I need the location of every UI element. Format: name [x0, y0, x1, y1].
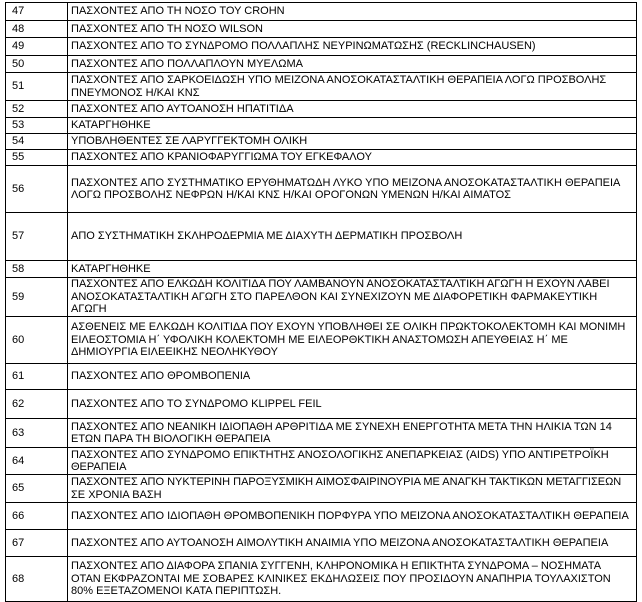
table-row [6, 317, 637, 364]
row-description: ΠΑΣΧΟΝΤΕΣ ΑΠΟ ΣΥΝΔΡΟΜΟ ΕΠΙΚΤΗΤΗΣ ΑΝΟΣΟΛΟΓΙΚΗΣ ΑΝΕΠΑΡΚΕΙΑΣ (AIDS) ΥΠΟ ΑΝΤΙΡΕΤΡΟΪΚΗ ΘΕΡΑΠΕΙΑ [68, 448, 637, 475]
table-row [6, 419, 637, 448]
table-row [6, 557, 637, 602]
table-row [6, 38, 637, 56]
row-description: ΠΑΣΧΟΝΤΕΣ ΑΠΟ ΣΑΡΚΟΕΙΔΩΣΗ ΥΠΟ ΜΕΙΖΟΝΑ ΑΝΟΣΟΚΑΤΑΣΤΑΛΤΙΚΗ ΘΕΡΑΠΕΙΑ ΛΟΓΩ ΠΡΟΣΒΟΛΗΣ ΠΝΕΥΜΟΝΟΣ Η/ΚΑΙ ΚΝΣ [68, 73, 637, 101]
table-row [6, 118, 637, 134]
row-number: 64 [6, 448, 68, 475]
disease-list-table [5, 2, 637, 602]
row-number: 65 [6, 475, 68, 503]
row-number: 50 [6, 56, 68, 73]
table-row [6, 530, 637, 557]
row-number: 53 [6, 118, 68, 134]
row-number: 52 [6, 101, 68, 118]
row-description: ΚΑΤΑΡΓΗΘΗΚΕ [68, 118, 637, 134]
table-row [6, 150, 637, 166]
row-description: ΑΠΟ ΣΥΣΤΗΜΑΤΙΚΗ ΣΚΛΗΡΟΔΕΡΜΙΑ ΜΕ ΔΙΑΧΥΤΗ ΔΕΡΜΑΤΙΚΗ ΠΡΟΣΒΟΛΗ [68, 213, 637, 261]
row-description: ΠΑΣΧΟΝΤΕΣ ΑΠΟ ΤΗ ΝΟΣΟ ΤΟΥ CROHN [68, 3, 637, 21]
table-row [6, 448, 637, 475]
row-description: ΠΑΣΧΟΝΤΕΣ ΑΠΟ ΔΙΑΦΟΡΑ ΣΠΑΝΙΑ ΣΥΓΓΕΝΗ, ΚΛΗΡΟΝΟΜΙΚΑ Η ΕΠΙΚΤΗΤΑ ΣΥΝΔΡΟΜΑ – ΝΟΣΗΜΑΤΑ ΟΤΑΝ ΕΚΦΡΑΖΟΝΤΑΙ ΜΕ ΣΟΒΑΡΕΣ ΚΛΙΝΙΚΕΣ ΕΚΔΗΛΩΣΕΙΣ ΠΟΥ ΠΡΟΣΙΔΟΥΝ ΑΝΑΠΗΡΙΑ ΤΟΥΛΑΧΙΣΤΟΝ 80% ΕΞΕΤΑΖΟΜΕΝΟΙ ΚΑΤΑ ΠΕΡΙΠΤΩΣΗ. [68, 557, 637, 602]
row-description: ΥΠΟΒΛΗΘΕΝΤΕΣ ΣΕ ΛΑΡΥΓΓΕΚΤΟΜΗ ΟΛΙΚΗ [68, 134, 637, 150]
table-row [6, 213, 637, 261]
row-number: 68 [6, 557, 68, 602]
row-number: 66 [6, 503, 68, 530]
row-number: 57 [6, 213, 68, 261]
row-number: 67 [6, 530, 68, 557]
row-description: ΠΑΣΧΟΝΤΕΣ ΑΠΟ ΕΛΚΩΔΗ ΚΟΛΙΤΙΔΑ ΠΟΥ ΛΑΜΒΑΝΟΥΝ ΑΝΟΣΟΚΑΤΑΣΤΑΛΤΙΚΗ ΑΓΩΓΗ Η ΕΧΟΥΝ ΛΑΒΕΙ ΑΝΟΣΟΚΑΤΑΣΤΑΛΤΙΚΗ ΑΓΩΓΗ ΣΤΟ ΠΑΡΕΛΘΟΝ ΚΑΙ ΣΥΝΕΧΙΖΟΥΝ ΜΕ ΔΙΑΦΟΡΕΤΙΚΗ ΦΑΡΜΑΚΕΥΤΙΚΗ ΑΓΩΓΗ [68, 278, 637, 317]
row-description: ΠΑΣΧΟΝΤΕΣ ΑΠΟ ΝΕΑΝΙΚΗ ΙΔΙΟΠΑΘΗ ΑΡΘΡΙΤΙΔΑ ΜΕ ΣΥΝΕΧΗ ΕΝΕΡΓΟΤΗΤΑ ΜΕΤΑ ΤΗΝ ΗΛΙΚΙΑ ΤΩΝ 14 ΕΤΩΝ ΠΑΡΑ ΤΗ ΒΙΟΛΟΓΙΚΗ ΘΕΡΑΠΕΙΑ [68, 419, 637, 448]
row-number: 55 [6, 150, 68, 166]
row-number: 48 [6, 21, 68, 38]
row-number: 60 [6, 317, 68, 364]
row-number: 59 [6, 278, 68, 317]
row-description: ΠΑΣΧΟΝΤΕΣ ΑΠΟ ΚΡΑΝΙΟΦΑΡΥΓΓΙΩΜΑ ΤΟΥ ΕΓΚΕΦΑΛΟΥ [68, 150, 637, 166]
row-description: ΠΑΣΧΟΝΤΕΣ ΑΠΟ ΣΥΣΤΗΜΑΤΙΚΟ ΕΡΥΘΗΜΑΤΩΔΗ ΛΥΚΟ ΥΠΟ ΜΕΙΖΟΝΑ ΑΝΟΣΟΚΑΤΑΣΤΑΛΤΙΚΗ ΘΕΡΑΠΕΙΑ ΛΟΓΩ ΠΡΟΣΒΟΛΗΣ ΝΕΦΡΩΝ Η/ΚΑΙ ΚΝΣ Η/ΚΑΙ ΟΡΟΓΟΝΩΝ ΥΜΕΝΩΝ Η/ΚΑΙ ΑΙΜΑΤΟΣ [68, 166, 637, 213]
row-description: ΚΑΤΑΡΓΗΘΗΚΕ [68, 261, 637, 278]
row-description: ΠΑΣΧΟΝΤΕΣ ΑΠΟ ΝΥΚΤΕΡΙΝΗ ΠΑΡΟΞΥΣΜΙΚΗ ΑΙΜΟΣΦΑΙΡΙΝΟΥΡΙΑ ΜΕ ΑΝΑΓΚΗ ΤΑΚΤΙΚΩΝ ΜΕΤΑΓΓΙΣΕΩΝ ΣΕ ΧΡΟΝΙΑ ΒΑΣΗ [68, 475, 637, 503]
table-row [6, 503, 637, 530]
table-row [6, 278, 637, 317]
table-body [6, 3, 637, 602]
row-description: ΠΑΣΧΟΝΤΕΣ ΑΠΟ ΑΥΤΟΑΝΟΣΗ ΑΙΜΟΛΥΤΙΚΗ ΑΝΑΙΜΙΑ ΥΠΟ ΜΕΙΖΟΝΑ ΑΝΟΣΟΚΑΤΑΣΤΑΛΤΙΚΗ ΘΕΡΑΠΕΙΑ [68, 530, 637, 557]
table-row [6, 166, 637, 213]
row-description: ΠΑΣΧΟΝΤΕΣ ΑΠΟ ΠΟΛΛΑΠΛΟΥΝ ΜΥΕΛΩΜΑ [68, 56, 637, 73]
row-number: 54 [6, 134, 68, 150]
table-row [6, 261, 637, 278]
table-row [6, 56, 637, 73]
row-description: ΠΑΣΧΟΝΤΕΣ ΑΠΟ ΘΡΟΜΒΟΠΕΝΙΑ [68, 364, 637, 390]
row-description: ΑΣΘΕΝΕΙΣ ΜΕ ΕΛΚΩΔΗ ΚΟΛΙΤΙΔΑ ΠΟΥ ΕΧΟΥΝ ΥΠΟΒΛΗΘΕΙ ΣΕ ΟΛΙΚΗ ΠΡΩΚΤΟΚΟΛΕΚΤΟΜΗ ΚΑΙ ΜΟΝΙΜΗ ΕΙΛΕΟΣΤΟΜΙΑ Η΄ ΥΦΟΛΙΚΗ ΚΟΛΕΚΤΟΜΗ ΜΕ ΕΙΛΕΟΡΘΚΤΙΚΗ ΑΝΑΣΤΟΜΩΣΗ ΑΠΕΥΘΕΙΑΣ Η΄ ΜΕ ΔΗΜΙΟΥΡΓΙΑ ΕΙΛΕΕΙΚΗΣ ΝΕΟΛΗΚΥΘΟΥ [68, 317, 637, 364]
row-number: 63 [6, 419, 68, 448]
row-description: ΠΑΣΧΟΝΤΕΣ ΑΠΟ ΑΥΤΟΑΝΟΣΗ ΗΠΑΤΙΤΙΔΑ [68, 101, 637, 118]
row-description: ΠΑΣΧΟΝΤΕΣ ΑΠΟ ΤΟ ΣΥΝΔΡΟΜΟ ΠΟΛΛΑΠΛΗΣ ΝΕΥΡΙΝΩΜΑΤΩΣΗΣ (RECKLINCHAUSEN) [68, 38, 637, 56]
table-row [6, 390, 637, 419]
row-description: ΠΑΣΧΟΝΤΕΣ ΑΠΟ ΤΟ ΣΥΝΔΡΟΜΟ KLIPPEL FEIL [68, 390, 637, 419]
table-row [6, 21, 637, 38]
table-row [6, 134, 637, 150]
row-number: 47 [6, 3, 68, 21]
row-number: 56 [6, 166, 68, 213]
row-number: 61 [6, 364, 68, 390]
row-number: 58 [6, 261, 68, 278]
table-row [6, 101, 637, 118]
row-number: 51 [6, 73, 68, 101]
row-number: 49 [6, 38, 68, 56]
row-description: ΠΑΣΧΟΝΤΕΣ ΑΠΟ ΙΔΙΟΠΑΘΗ ΘΡΟΜΒΟΠΕΝΙΚΗ ΠΟΡΦΥΡΑ ΥΠΟ ΜΕΙΖΟΝΑ ΑΝΟΣΟΚΑΤΑΣΤΑΛΤΙΚΗ ΘΕΡΑΠΕΙΑ [68, 503, 637, 530]
table-row [6, 475, 637, 503]
table-row [6, 364, 637, 390]
row-description: ΠΑΣΧΟΝΤΕΣ ΑΠΟ ΤΗ ΝΟΣΟ WILSON [68, 21, 637, 38]
row-number: 62 [6, 390, 68, 419]
table-row [6, 3, 637, 21]
table-row [6, 73, 637, 101]
